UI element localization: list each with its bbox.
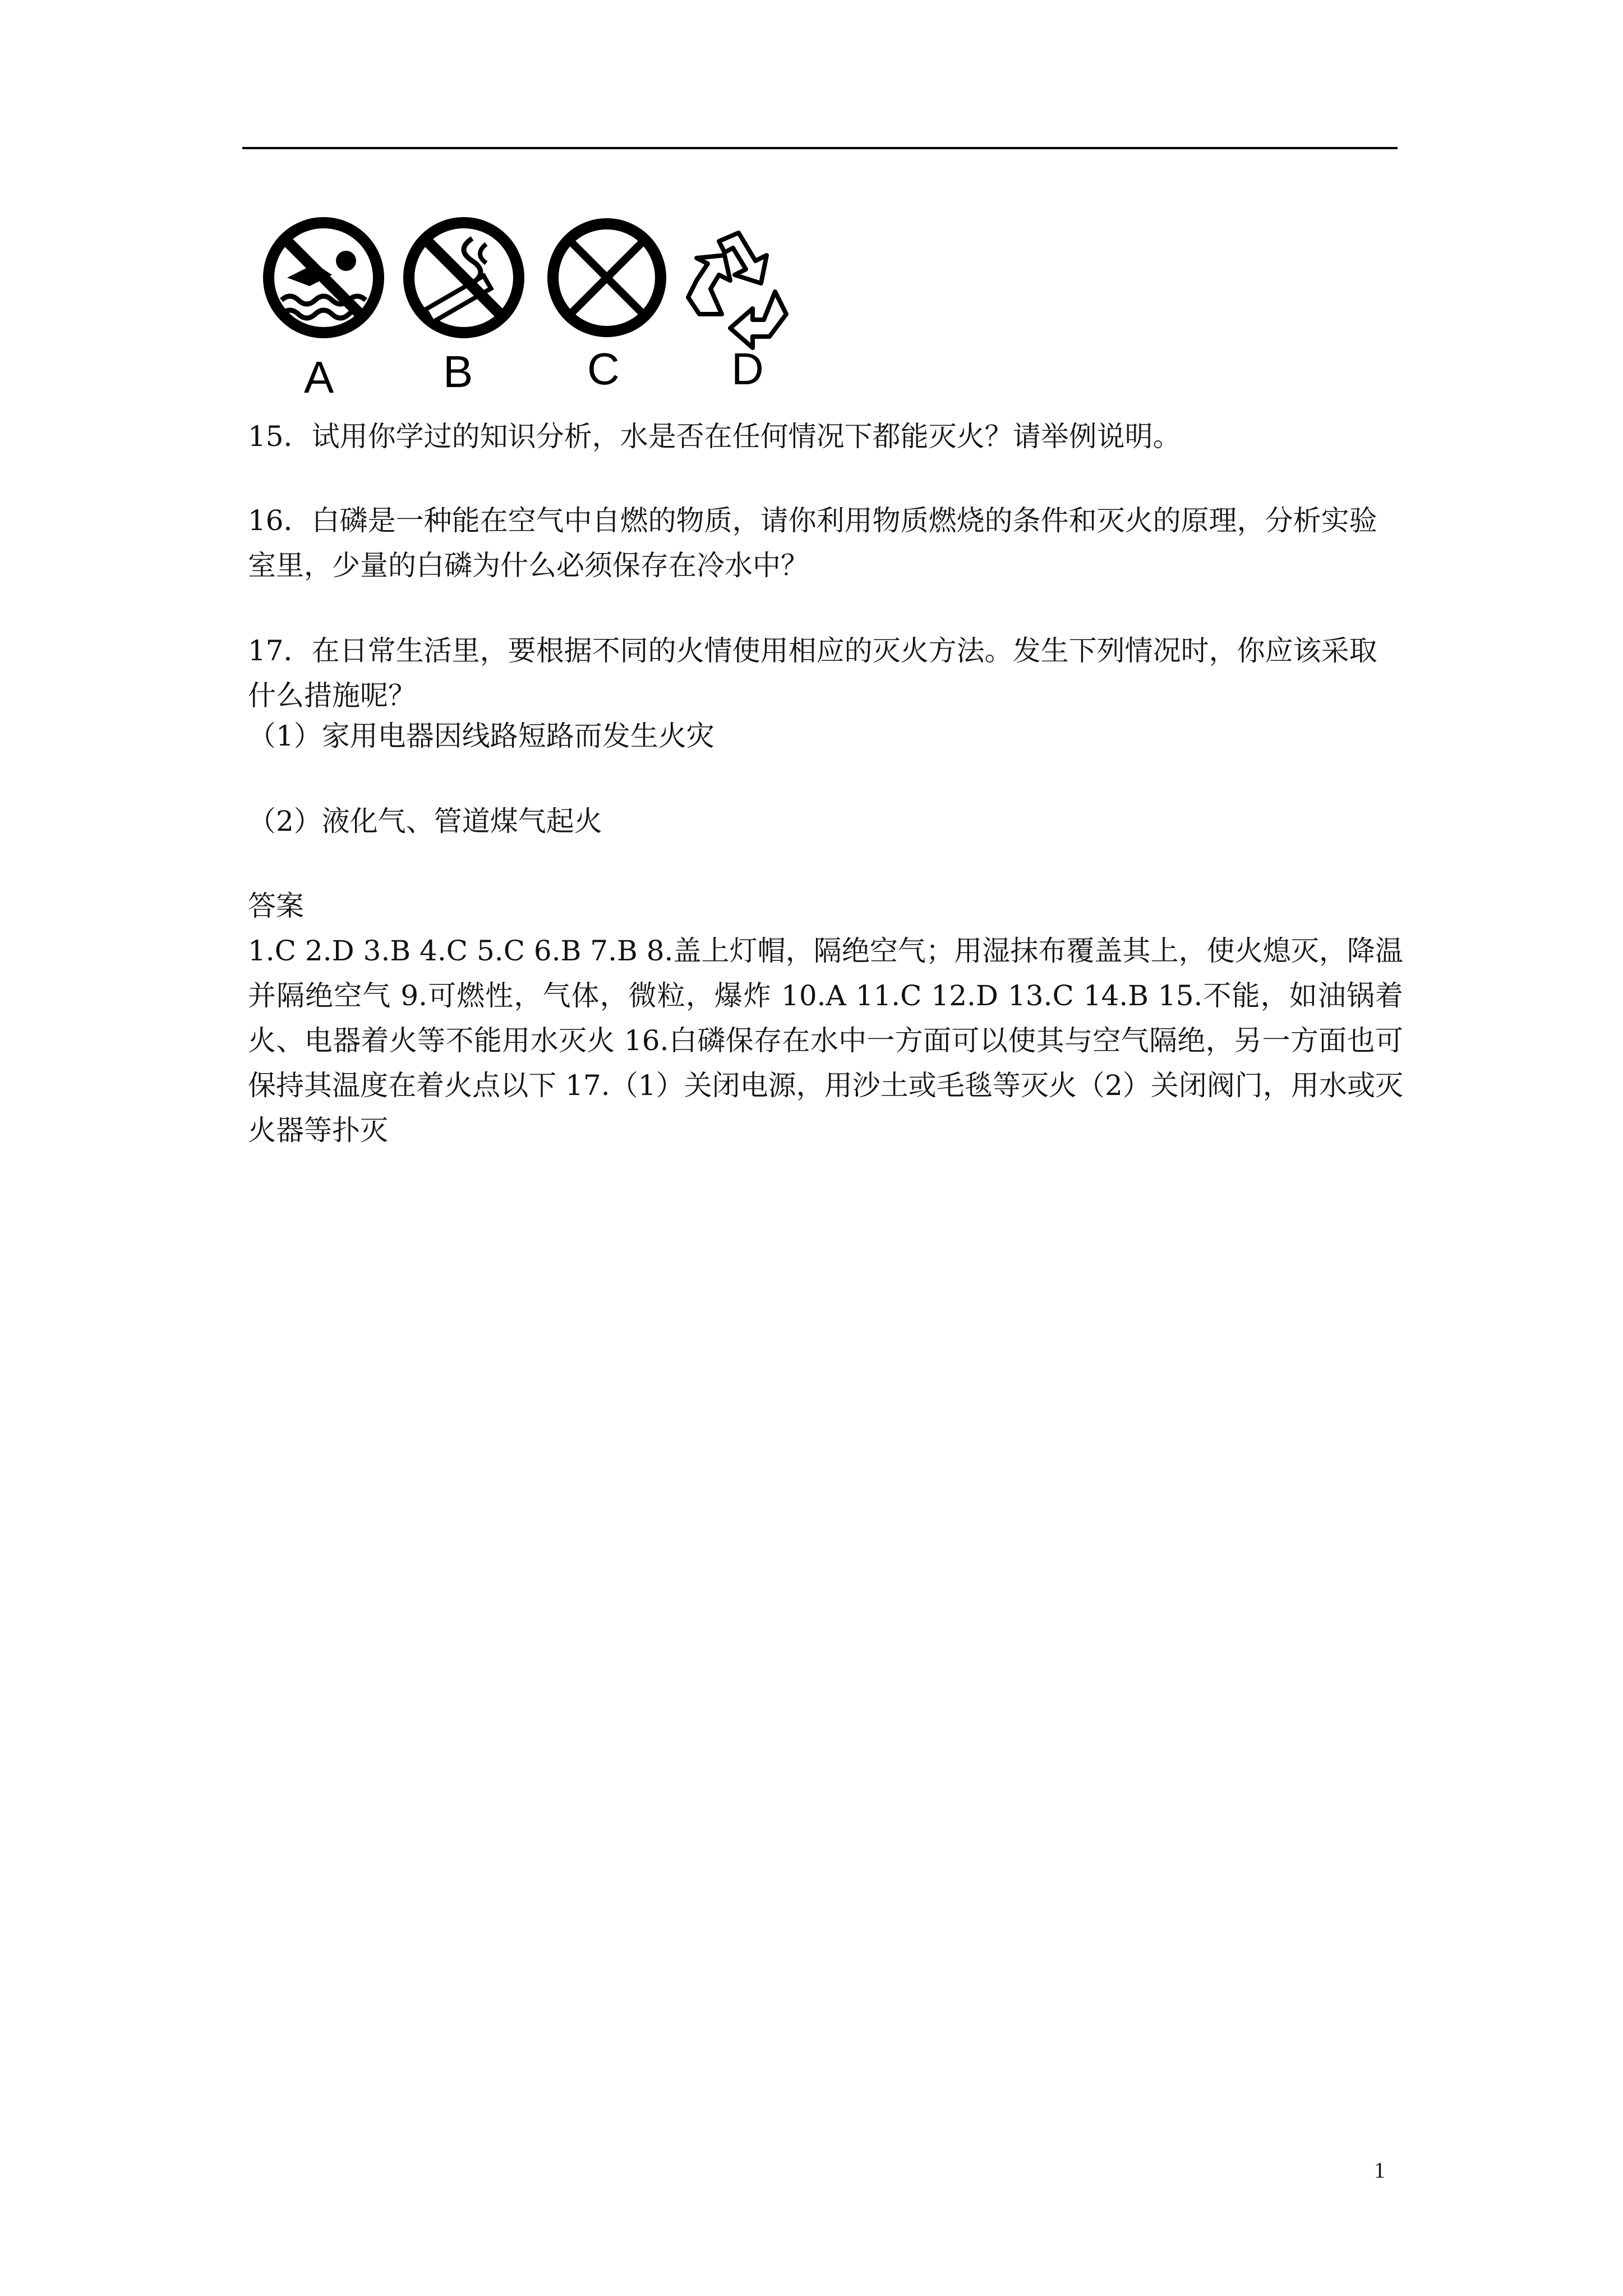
question-17-part-1: （1）家用电器因线路短路而发生火灾	[248, 720, 714, 752]
no-swimming-icon	[269, 223, 379, 333]
recycle-icon	[688, 233, 786, 348]
prohibition-x-icon	[553, 224, 661, 332]
label-a: A	[304, 352, 334, 402]
header-rule	[242, 147, 1398, 149]
question-17: 17．在日常生活里，要根据不同的火情使用相应的灭火方法。发生下列情况时，你应该采取什么措施呢？	[248, 634, 1377, 712]
label-d: D	[731, 344, 764, 394]
safety-signs-figure	[248, 208, 837, 409]
answer-section	[248, 884, 1403, 1153]
question-16: 16．白磷是一种能在空气中自燃的物质，请你利用物质燃烧的条件和灭火的原理，分析实验室里，少量的白磷为什么必须保存在冷水中？	[248, 504, 1377, 582]
question-17-part-2: （2）液化气、管道煤气起火	[248, 805, 602, 838]
answer-body: 1.C 2.D 3.B 4.C 5.C 6.B 7.B 8.盖上灯帽，隔绝空气；用湿抹布覆盖其上，使火熄灭，降温并隔绝空气 9.可燃性，气体，微粒，爆炸 10.A 11.C 12.D 13.C 14.B 15.不能，如油锅着火、电器着火等不能用水灭火 16.白磷保存在水中一方面可以使其与空气隔绝，另一方面也可保持其温度在着火点以下 17.（1）关闭电源，用沙土或毛毯等灭火（2）关闭阀门，用水或灭火器等扑灭	[248, 935, 1403, 1147]
answer-heading: 答案	[248, 890, 304, 922]
label-c: C	[587, 344, 620, 394]
no-smoking-icon	[409, 223, 519, 333]
page-number: 1	[1374, 2157, 1385, 2183]
question-15: 15．试用你学过的知识分析，水是否在任何情况下都能灭火？请举例说明。	[248, 420, 1181, 453]
label-b: B	[443, 347, 473, 397]
